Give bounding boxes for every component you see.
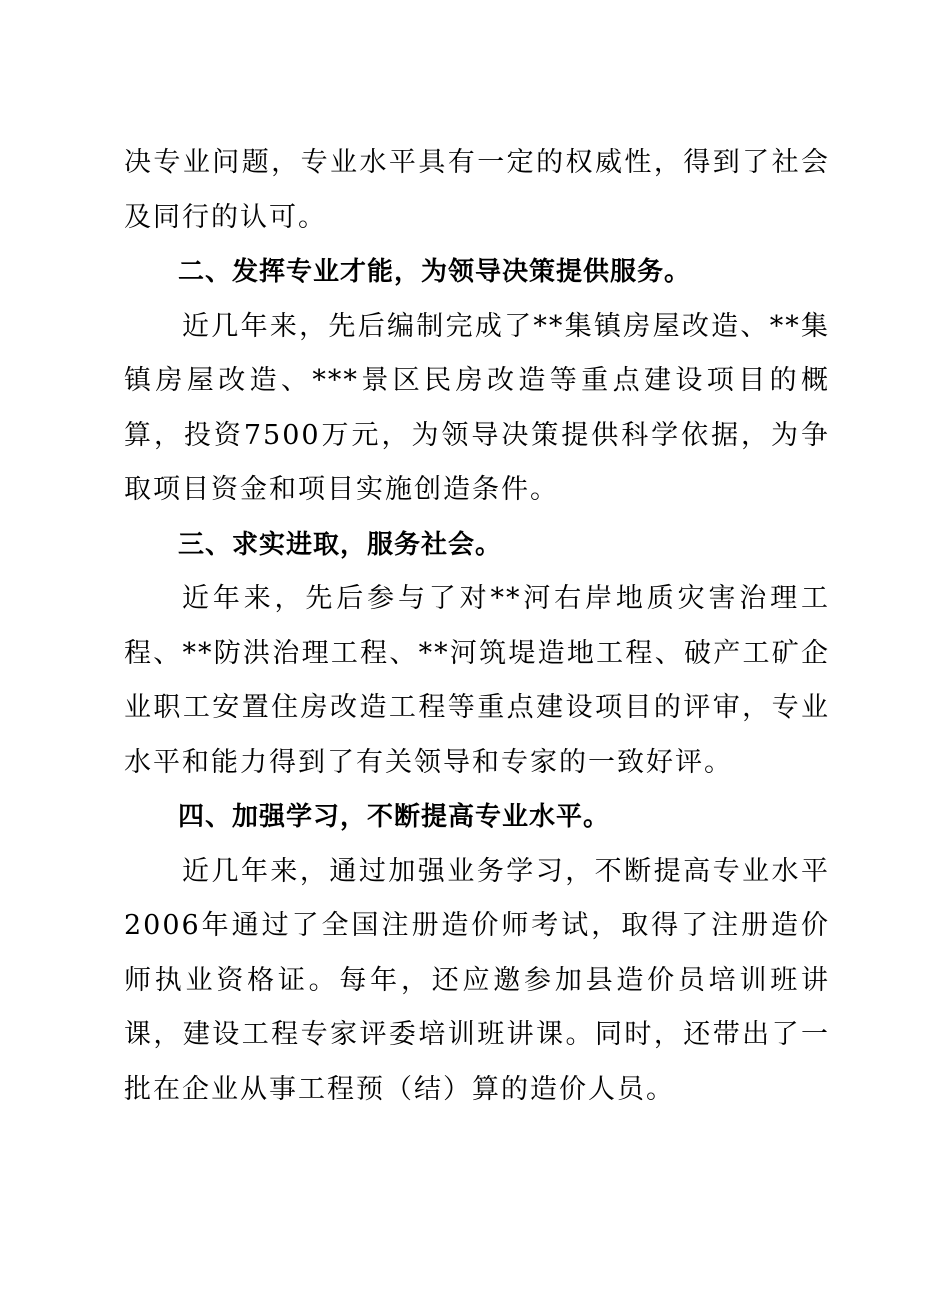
document-body [124, 136, 830, 1117]
section-heading-3: 三、求实进取，服务社会。 [178, 529, 503, 560]
section-heading-4: 四、加强学习，不断提高专业水平。 [178, 802, 611, 832]
paragraph-section-3: 近年来，先后参与了对**河右岸地质灾害治理工程、**防洪治理工程、**河筑堤造地工程、破产工矿企业职工安置住房改造工程等重点建设项目的评审，专业水平和能力得到了有关领导和专家的一致好评。 [124, 583, 830, 778]
paragraph-continued: 决专业问题，专业水平具有一定的权威性，得到了社会及同行的认可。 [124, 147, 830, 233]
section-heading-2: 二、发挥专业才能，为领导决策提供服务。 [178, 257, 692, 287]
paragraph-section-4: 近几年来，通过加强业务学习，不断提高专业水平2006年通过了全国注册造价师考试，取得了注册造价师执业资格证。每年，还应邀参加县造价员培训班讲课，建设工程专家评委培训班讲课。同时，还带出了一批在企业从事工程预（结）算的造价人员。 [124, 855, 830, 1105]
paragraph-section-2: 近几年来，先后编制完成了**集镇房屋改造、**集镇房屋改造、***景区民房改造等重点建设项目的概算，投资7500万元，为领导决策提供科学依据，为争取项目资金和项目实施创造条件。 [124, 310, 830, 505]
